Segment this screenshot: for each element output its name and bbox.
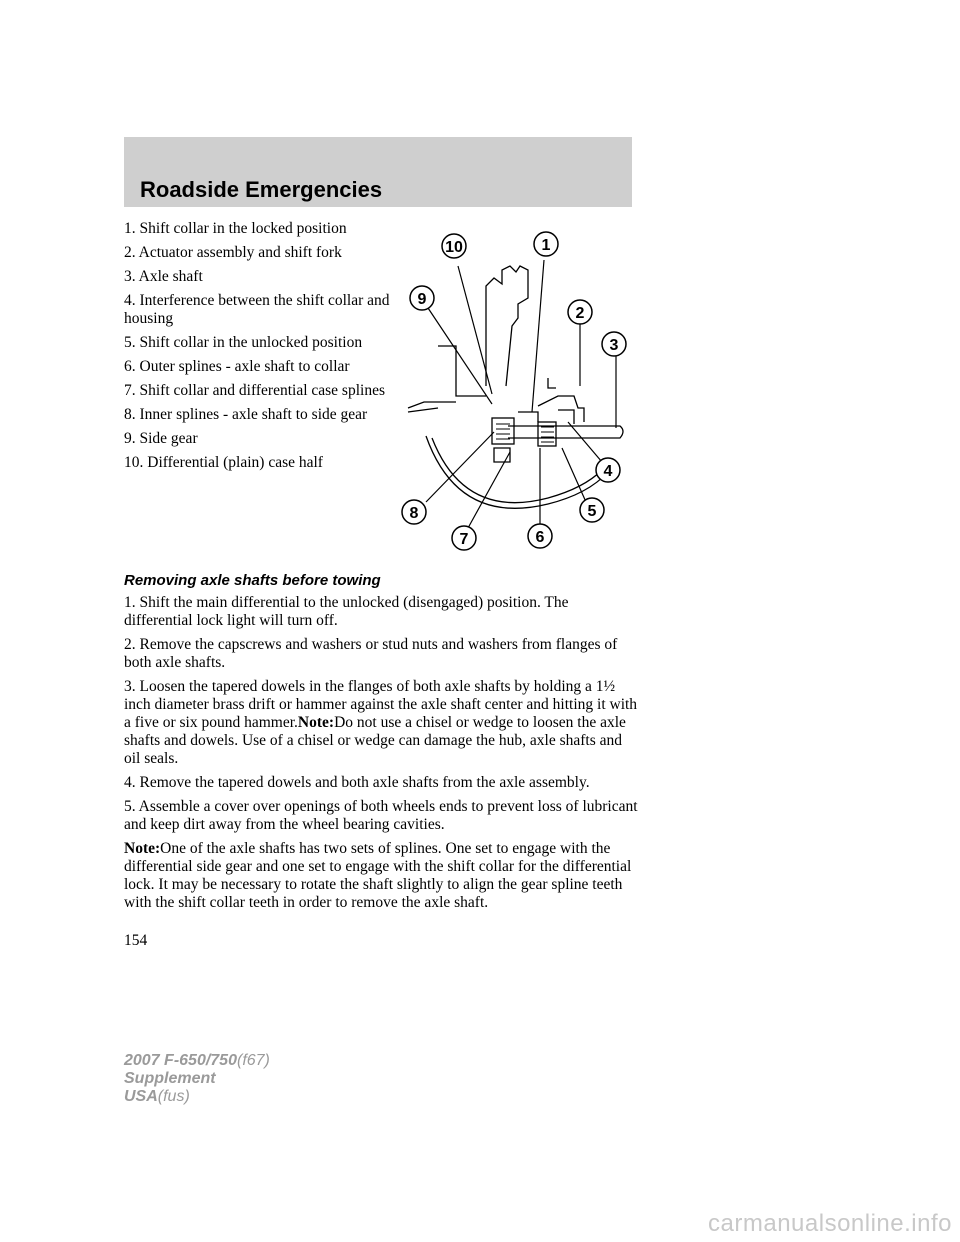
callout-8 (402, 500, 426, 524)
step-paragraph: 4. Remove the tapered dowels and both axle shafts from the axle assembly. (124, 774, 590, 791)
callout-9 (410, 286, 434, 310)
legend-item: 8. Inner splines - axle shaft to side gear (124, 406, 368, 423)
legend-item: 5. Shift collar in the unlocked position (124, 334, 363, 351)
svg-text:3: 3 (609, 337, 619, 354)
svg-text:6: 6 (535, 529, 545, 546)
callout-4 (596, 458, 620, 482)
note-text: One of the axle shafts has two sets of splines. One set to engage with the differential side gear and one set to engage with the shift collar for the differential lock. It may be necessary to rotate the shaft slightly to align the gear spline teeth with the shift collar teeth in order to remove the axle shaft. (124, 840, 632, 911)
section-title: Roadside Emergencies (140, 177, 383, 202)
step-paragraph (124, 678, 639, 768)
note-label: Note: (124, 840, 161, 857)
step-paragraph: 1. Shift the main differential to the unlocked (disengaged) position. The differential lock light will turn off. (124, 594, 569, 629)
note-label: Note: (297, 714, 335, 731)
step-text: 3. Loosen the tapered dowels in the flanges of both axle shafts by holding a 1½ inch diameter brass drift or hammer against the axle shaft center and hitting it with a five or six pound hammer. (124, 678, 638, 731)
svg-text:9: 9 (417, 291, 427, 308)
callout-5 (580, 498, 604, 522)
callout-6 (528, 524, 552, 548)
watermark: carmanualsonline.info (708, 1210, 952, 1237)
callout-10 (442, 234, 466, 258)
legend-item: 9. Side gear (124, 430, 198, 447)
svg-text:2: 2 (575, 305, 585, 322)
step-paragraph: 2. Remove the capscrews and washers or stud nuts and washers from flanges of both axle shafts. (124, 636, 618, 671)
page-number: 154 (124, 932, 148, 949)
footer-model-line (124, 1052, 270, 1070)
footer-region-line (124, 1088, 270, 1106)
note-text: Do not use a chisel or wedge to loosen the axle shafts and dowels. Use of a chisel or wedge can damage the hub, axle shafts and oil seals. (124, 714, 626, 767)
document-footer (124, 1052, 270, 1106)
svg-text:5: 5 (587, 503, 597, 520)
legend-item: 6. Outer splines - axle shaft to collar (124, 358, 350, 375)
section-heading: Removing axle shafts before towing (124, 572, 381, 589)
svg-text:4: 4 (603, 463, 613, 480)
step-paragraph: 5. Assemble a cover over openings of both wheels ends to prevent loss of lubricant and keep dirt away from the wheel bearing cavities. (124, 798, 638, 833)
svg-text:1: 1 (541, 237, 551, 254)
callout-7 (452, 526, 476, 550)
diagram-svg (398, 226, 638, 556)
legend-item: 7. Shift collar and differential case splines (124, 382, 385, 399)
footer-model-code: (f67) (236, 1052, 270, 1069)
svg-text:10: 10 (445, 239, 463, 256)
note-paragraph (124, 840, 639, 912)
callout-3 (602, 332, 626, 356)
callout-2 (568, 300, 592, 324)
footer-region-code: (fus) (157, 1088, 190, 1105)
legend-item: 3. Axle shaft (124, 268, 203, 285)
svg-text:8: 8 (409, 505, 419, 522)
legend-item: 1. Shift collar in the locked position (124, 220, 347, 237)
legend-item: 10. Differential (plain) case half (124, 454, 323, 471)
legend-item: 2. Actuator assembly and shift fork (124, 244, 342, 261)
instruction-steps (124, 594, 639, 918)
differential-lock-diagram (398, 226, 638, 556)
figure-legend (124, 220, 394, 478)
footer-supplement: Supplement (124, 1070, 216, 1087)
svg-text:7: 7 (459, 531, 469, 548)
legend-item: 4. Interference between the shift collar and housing (124, 292, 390, 327)
callout-1 (534, 232, 558, 256)
section-header (124, 137, 632, 207)
footer-model: 2007 F-650/750 (124, 1052, 237, 1069)
footer-region: USA (124, 1088, 158, 1105)
